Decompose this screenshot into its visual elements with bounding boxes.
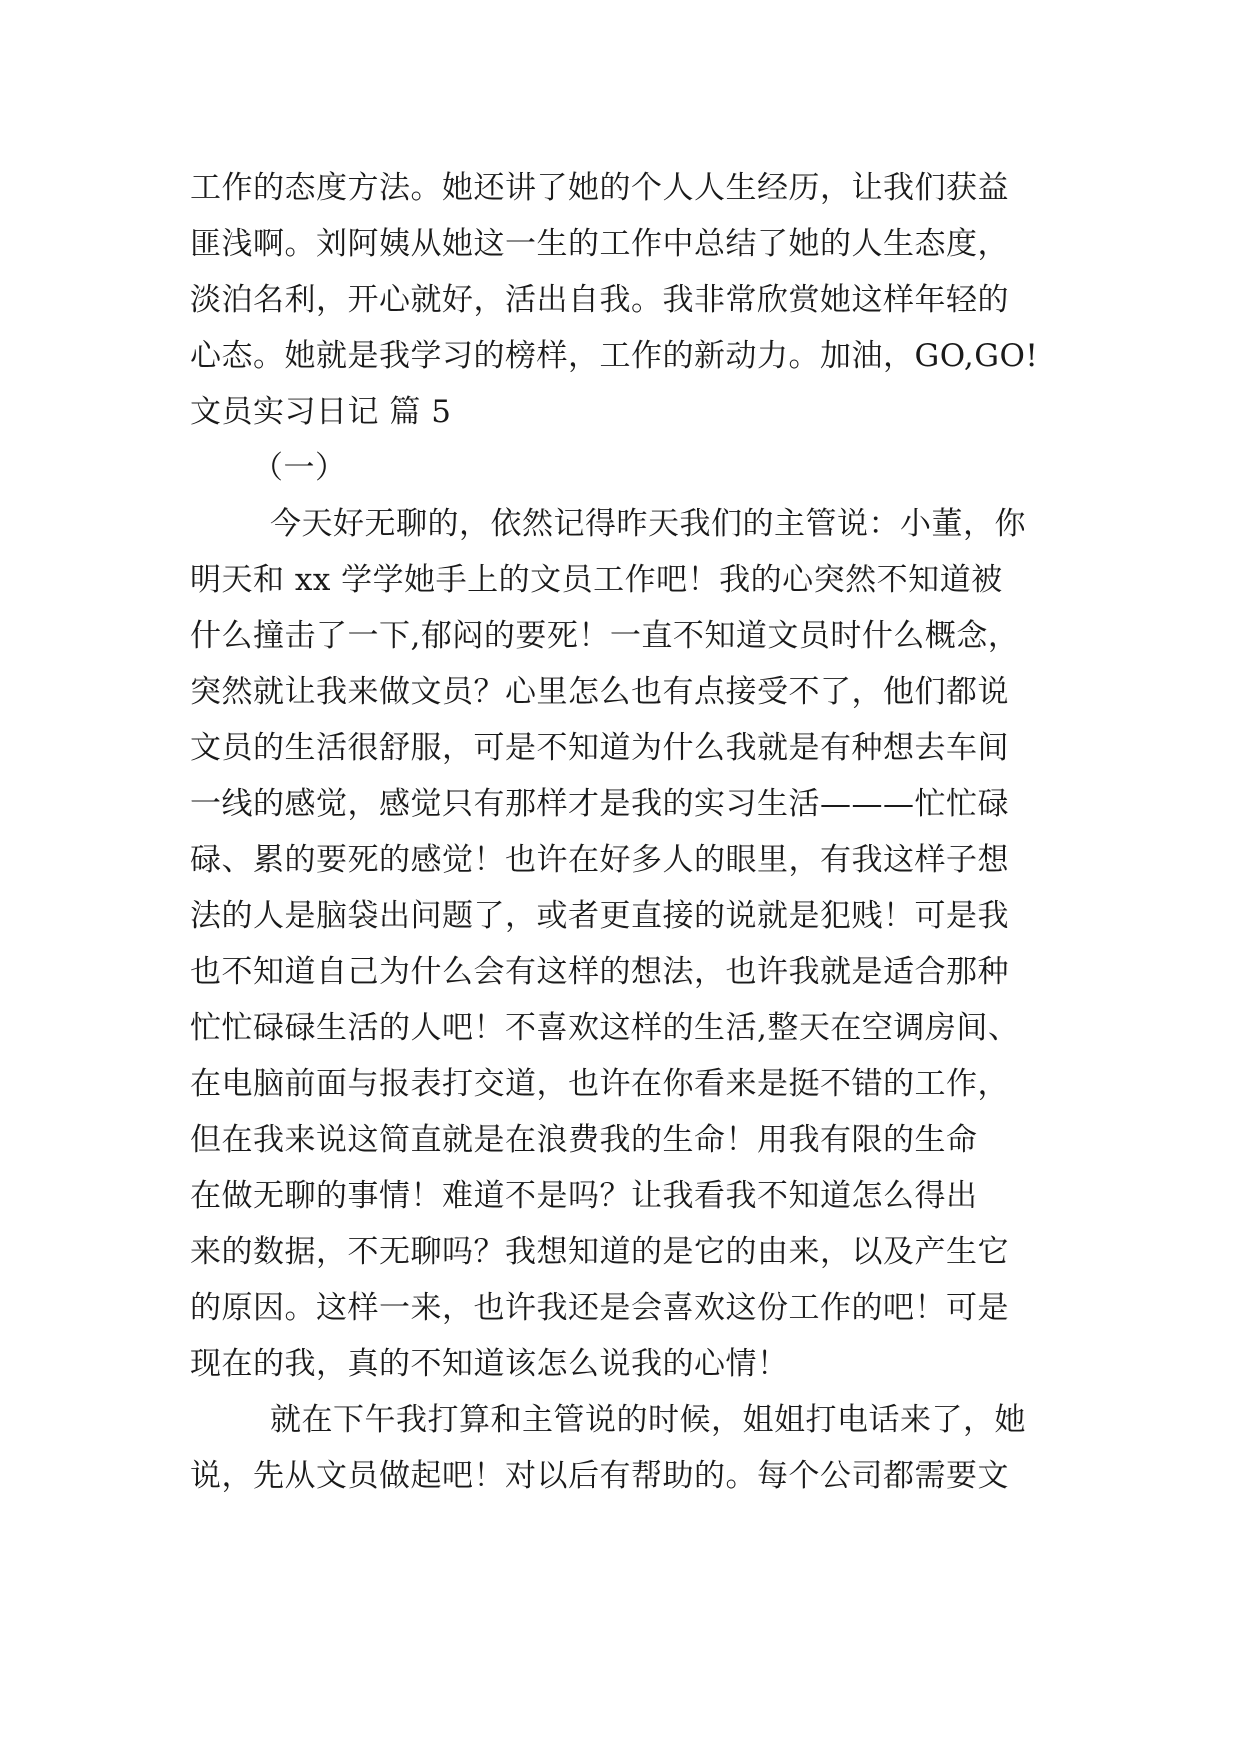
- section-heading: 文员实习日记 篇 5: [190, 394, 452, 430]
- text-line: 忙忙碌碌生活的人吧！不喜欢这样的生活,整天在空调房间、: [190, 1010, 1020, 1046]
- text-line: 也不知道自己为什么会有这样的想法，也许我就是适合那种: [190, 954, 1009, 990]
- paragraph-start-line: 今天好无聊的，依然记得昨天我们的主管说：小董，你: [270, 506, 1026, 542]
- text-line: 现在的我，真的不知道该怎么说我的心情！: [190, 1346, 789, 1382]
- text-line: 一线的感觉，感觉只有那样才是我的实习生活———忙忙碌: [190, 786, 1009, 822]
- text-line: 文员的生活很舒服，可是不知道为什么我就是有种想去车间: [190, 730, 1009, 766]
- text-line: 工作的态度方法。她还讲了她的个人人生经历，让我们获益: [190, 170, 1009, 206]
- document-body: [190, 160, 1070, 1504]
- text-line: 在做无聊的事情！难道不是吗？让我看我不知道怎么得出: [190, 1178, 978, 1214]
- text-line: 但在我来说这简直就是在浪费我的生命！用我有限的生命: [190, 1122, 978, 1158]
- text-line: 什么撞击了一下,郁闷的要死！一直不知道文员时什么概念，: [190, 618, 1020, 654]
- text-line: 来的数据，不无聊吗？我想知道的是它的由来，以及产生它: [190, 1234, 1009, 1270]
- text-line: 碌、累的要死的感觉！也许在好多人的眼里，有我这样子想: [190, 842, 1009, 878]
- paragraph-start-line: 就在下午我打算和主管说的时候，姐姐打电话来了，她: [270, 1402, 1026, 1438]
- text-line: 的原因。这样一来，也许我还是会喜欢这份工作的吧！可是: [190, 1290, 1009, 1326]
- subsection-marker: （一）: [252, 450, 347, 486]
- text-line: 法的人是脑袋出问题了，或者更直接的说就是犯贱！可是我: [190, 898, 1009, 934]
- text-line: 心态。她就是我学习的榜样，工作的新动力。加油，GO,GO!: [190, 338, 1039, 374]
- text-line: 匪浅啊。刘阿姨从她这一生的工作中总结了她的人生态度，: [190, 226, 1009, 262]
- text-line: 在电脑前面与报表打交道，也许在你看来是挺不错的工作，: [190, 1066, 1009, 1102]
- text-line: 突然就让我来做文员？心里怎么也有点接受不了，他们都说: [190, 674, 1009, 710]
- text-line: 明天和 xx 学学她手上的文员工作吧！我的心突然不知道被: [190, 562, 1003, 598]
- text-line: 淡泊名利，开心就好，活出自我。我非常欣赏她这样年轻的: [190, 282, 1009, 318]
- text-line: 说，先从文员做起吧！对以后有帮助的。每个公司都需要文: [190, 1458, 1009, 1494]
